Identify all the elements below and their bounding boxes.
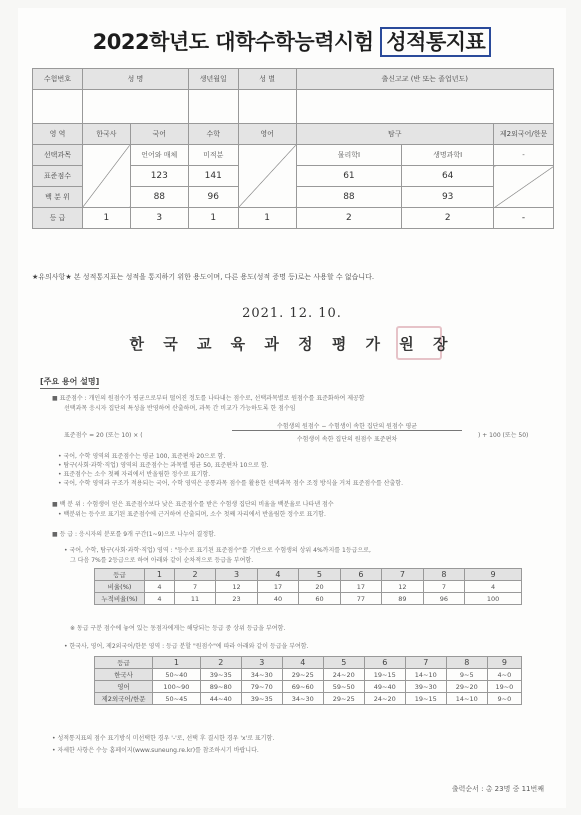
percentile-korean: 88 xyxy=(130,187,188,208)
cumulative-cell: 11 xyxy=(174,593,215,605)
raw-foreign-label: 제2외국어/한문 xyxy=(95,693,153,705)
percentile-note: • 백분위는 등수로 표기된 표준점수에 근거하여 산출되며, 소수 첫째 자리에서 반올림한 정수로 표기함. xyxy=(58,511,326,518)
ratio-cell: 4 xyxy=(465,581,522,593)
ratio-corner xyxy=(95,569,145,581)
standard-korean: 123 xyxy=(130,166,188,187)
subject-english: 영어 xyxy=(238,124,296,145)
subject-history: 한국사 xyxy=(82,124,130,145)
raw-grade-2: 2 xyxy=(200,657,241,669)
grade-math: 1 xyxy=(188,208,238,229)
gender-cell xyxy=(238,90,296,124)
raw-cell: 44~40 xyxy=(200,693,241,705)
raw-cell: 9~0 xyxy=(487,693,521,705)
raw-cell: 19~15 xyxy=(364,669,405,681)
raw-cell: 39~35 xyxy=(241,693,282,705)
standard-note-2: • 탐구(사회·과학·직업) 영역의 표준점수는 과목별 평균 50, 표준편차 10으로 함. xyxy=(58,462,269,469)
standard-score-explanation: ■ 표준점수 : 개인의 원점수가 평균으로부터 떨어진 정도를 나타내는 점수로, 선택과목별로 원점수를 표준화하여 제공함 xyxy=(52,395,365,402)
history-diagonal-cell xyxy=(82,145,130,208)
cumulative-ratio-row xyxy=(95,593,522,605)
raw-cell: 29~20 xyxy=(446,681,487,693)
raw-grade-7: 7 xyxy=(405,657,446,669)
name-cell xyxy=(82,90,188,124)
cumulative-row-label: 누적비율(%) xyxy=(95,593,145,605)
raw-cell: 9~5 xyxy=(446,669,487,681)
formula-rhs: ) + 100 (또는 50) xyxy=(478,432,529,439)
grade-note-2: 그 다음 7%를 2등급으로 하여 아래와 같이 순차적으로 등급을 부여함. xyxy=(70,557,254,564)
english-diagonal-cell xyxy=(238,145,296,208)
ratio-cell: 12 xyxy=(216,581,257,593)
percentile-explanation: ■ 백 분 위 : 수험생이 얻은 표준점수보다 낮은 표준점수를 받은 수험생 집단의 비율을 백분율로 나타낸 점수 xyxy=(52,501,334,508)
raw-cell: 50~40 xyxy=(153,669,201,681)
raw-history-row xyxy=(95,669,522,681)
header-gender: 성 별 xyxy=(238,69,296,90)
ratio-grade-8: 8 xyxy=(423,569,464,581)
standard-label: 표준점수 xyxy=(33,166,83,187)
header-school: 출신고교 (반 또는 졸업년도) xyxy=(296,69,553,90)
raw-cell: 39~30 xyxy=(405,681,446,693)
subjects-row xyxy=(33,124,554,145)
raw-grade-8: 8 xyxy=(446,657,487,669)
grade-history: 1 xyxy=(82,208,130,229)
ratio-cell: 17 xyxy=(257,581,298,593)
issue-date: 2021. 12. 10. xyxy=(242,306,342,321)
foreign-diagonal-cell xyxy=(494,166,554,208)
percentile-inquiry1: 88 xyxy=(296,187,402,208)
footnote-2: • 자세한 사항은 수능 홈페이지(www.suneung.re.kr)를 참조하시기 바랍니다. xyxy=(52,747,259,754)
ratio-corner-top: 등급 xyxy=(113,571,126,579)
cumulative-cell: 96 xyxy=(423,593,464,605)
score-table xyxy=(32,68,554,229)
grade-inquiry1: 2 xyxy=(296,208,402,229)
title-boxed: 성적통지표 xyxy=(380,27,491,57)
ratio-grade-6: 6 xyxy=(340,569,381,581)
raw-history-label: 한국사 xyxy=(95,669,153,681)
ratio-grade-2: 2 xyxy=(174,569,215,581)
raw-english-label: 영어 xyxy=(95,681,153,693)
standard-inquiry1: 61 xyxy=(296,166,402,187)
raw-cell: 29~25 xyxy=(282,669,323,681)
raw-cell: 50~45 xyxy=(153,693,201,705)
raw-grade-4: 4 xyxy=(282,657,323,669)
grade-foreign: - xyxy=(494,208,554,229)
personal-info-row xyxy=(33,90,554,124)
elective-korean: 언어와 매체 xyxy=(130,145,188,166)
elective-inquiry2: 생명과학Ⅰ xyxy=(402,145,494,166)
raw-cell: 4~0 xyxy=(487,669,521,681)
cumulative-cell: 60 xyxy=(299,593,340,605)
raw-cell: 34~30 xyxy=(241,669,282,681)
ratio-grade-3: 3 xyxy=(216,569,257,581)
raw-cell: 24~20 xyxy=(364,693,405,705)
formula-lhs: 표준점수 = 20 (또는 10) × ( xyxy=(64,432,143,439)
raw-cell: 14~10 xyxy=(446,693,487,705)
grade-explanation: ■ 등 급 : 응시자의 분포를 9개 구간(1~9)으로 나누어 결정함. xyxy=(52,531,216,538)
grade-label: 등 급 xyxy=(33,208,83,229)
ratio-grade-7: 7 xyxy=(382,569,423,581)
standard-note-4: • 국어, 수학 영역과 구조가 적용되는 국어, 수학 영역은 공통과목 점수를 활용한 선택과목 점수 조정 방식을 거쳐 표준점수를 산출함. xyxy=(58,480,403,487)
elective-inquiry1: 물리학Ⅰ xyxy=(296,145,402,166)
school-cell xyxy=(296,90,553,124)
percentile-inquiry2: 93 xyxy=(402,187,494,208)
caution-note: ★유의사항★ 본 성적통지표는 성적을 통지하기 위한 용도이며, 다른 용도(성적 증명 등)로는 사용할 수 없습니다. xyxy=(32,273,375,281)
standard-score-formula xyxy=(64,420,534,448)
raw-cell: 19~0 xyxy=(487,681,521,693)
subject-area-label: 영 역 xyxy=(33,124,83,145)
subject-korean: 국어 xyxy=(130,124,188,145)
subject-math: 수학 xyxy=(188,124,238,145)
raw-cell: 34~30 xyxy=(282,693,323,705)
ratio-row-label: 비율(%) xyxy=(95,581,145,593)
cumulative-cell: 89 xyxy=(382,593,423,605)
raw-cell: 24~20 xyxy=(323,669,364,681)
raw-header-row xyxy=(95,657,522,669)
raw-cell: 29~25 xyxy=(323,693,364,705)
raw-cell: 49~40 xyxy=(364,681,405,693)
raw-grade-5: 5 xyxy=(323,657,364,669)
cumulative-cell: 100 xyxy=(465,593,522,605)
grade-ratio-table xyxy=(94,568,522,605)
raw-cell: 14~10 xyxy=(405,669,446,681)
birthdate-cell xyxy=(188,90,238,124)
grade-english: 1 xyxy=(238,208,296,229)
elective-row xyxy=(33,145,554,166)
header-name: 성 명 xyxy=(82,69,188,90)
elective-math: 미적분 xyxy=(188,145,238,166)
raw-cell: 59~50 xyxy=(323,681,364,693)
grade-note-1: • 국어, 수학, 탐구(사회·과학·직업) 영역 : "등수로 표기된 표준점수"를 기반으로 수험생의 상위 4%까지를 1등급으로, xyxy=(64,547,371,554)
ratio-cell: 17 xyxy=(340,581,381,593)
exam-number-cell xyxy=(33,90,83,124)
ratio-grade-5: 5 xyxy=(299,569,340,581)
subject-foreign: 제2외국어/한문 xyxy=(494,124,554,145)
raw-cell: 89~80 xyxy=(200,681,241,693)
cumulative-cell: 4 xyxy=(145,593,175,605)
standard-note-1: • 국어, 수학 영역의 표준점수는 평균 100, 표준편차 20으로 함. xyxy=(58,453,226,460)
ratio-cell: 12 xyxy=(382,581,423,593)
ratio-grade-1: 1 xyxy=(145,569,175,581)
ratio-cell: 4 xyxy=(145,581,175,593)
grade-inquiry2: 2 xyxy=(402,208,494,229)
cumulative-cell: 40 xyxy=(257,593,298,605)
raw-cell: 39~35 xyxy=(200,669,241,681)
raw-grade-1: 1 xyxy=(153,657,201,669)
footnote-1: • 성적통지표의 점수 표기방식 미선택한 경우 '-'로, 선택 후 결시한 경우 'x'로 표기함. xyxy=(52,735,275,742)
raw-foreign-row xyxy=(95,693,522,705)
standard-inquiry2: 64 xyxy=(402,166,494,187)
cumulative-cell: 23 xyxy=(216,593,257,605)
grade-row xyxy=(33,208,554,229)
raw-cell: 100~90 xyxy=(153,681,201,693)
raw-grade-9: 9 xyxy=(487,657,521,669)
header-birthdate: 생년월일 xyxy=(188,69,238,90)
ratio-row xyxy=(95,581,522,593)
standard-note-3: • 표준점수는 소수 첫째 자리에서 반올림한 정수로 표기함. xyxy=(58,471,211,478)
title-prefix: 2022학년도 대학수학능력시험 xyxy=(92,30,374,54)
grade-korean: 3 xyxy=(130,208,188,229)
ratio-header-row xyxy=(95,569,522,581)
ratio-grade-9: 9 xyxy=(465,569,522,581)
standard-score-explanation-2: 선택과목 응시자 집단의 특성을 반영하여 산출하며, 과목 간 비교가 가능하도록 한 점수임 xyxy=(64,405,296,412)
percentile-label: 백 분 위 xyxy=(33,187,83,208)
header-row xyxy=(33,69,554,90)
elective-foreign: - xyxy=(494,145,554,166)
percentile-math: 96 xyxy=(188,187,238,208)
raw-english-row xyxy=(95,681,522,693)
raw-cell: 19~15 xyxy=(405,693,446,705)
raw-grade-3: 3 xyxy=(241,657,282,669)
raw-score-grade-table xyxy=(94,656,522,705)
raw-cell: 79~70 xyxy=(241,681,282,693)
grade-note-3: ※ 동급 구분 점수에 놓여 있는 동점자에게는 해당되는 등급 중 상위 등급을 부여함. xyxy=(70,625,286,632)
cumulative-cell: 77 xyxy=(340,593,381,605)
report-title xyxy=(18,26,566,60)
elective-label: 선택과목 xyxy=(33,145,83,166)
terms-section-title: [주요 용어 설명] xyxy=(40,376,99,389)
grade-note-4: • 한국사, 영어, 제2외국어/한문 영역 : 등급 분할 "원점수"에 따라 아래와 같이 등급을 부여함. xyxy=(64,643,309,650)
standard-math: 141 xyxy=(188,166,238,187)
raw-cell: 69~60 xyxy=(282,681,323,693)
raw-grade-6: 6 xyxy=(364,657,405,669)
raw-corner-top: 등급 xyxy=(117,659,130,667)
print-order: 출력순서 : 총 23명 중 11번째 xyxy=(451,785,544,793)
ratio-grade-4: 4 xyxy=(257,569,298,581)
subject-inquiry: 탐구 xyxy=(296,124,494,145)
issuing-organization: 한 국 교 육 과 정 평 가 원 장 xyxy=(129,335,455,353)
score-report-page xyxy=(18,8,566,808)
formula-numerator: 수험생의 원점수 − 수험생이 속한 집단의 원점수 평균 xyxy=(232,421,462,431)
ratio-cell: 20 xyxy=(299,581,340,593)
ratio-cell: 7 xyxy=(174,581,215,593)
formula-denominator: 수험생이 속한 집단의 원점수 표준편차 xyxy=(296,436,398,443)
header-exam-number: 수험번호 xyxy=(33,69,83,90)
ratio-cell: 7 xyxy=(423,581,464,593)
raw-corner xyxy=(95,657,153,669)
